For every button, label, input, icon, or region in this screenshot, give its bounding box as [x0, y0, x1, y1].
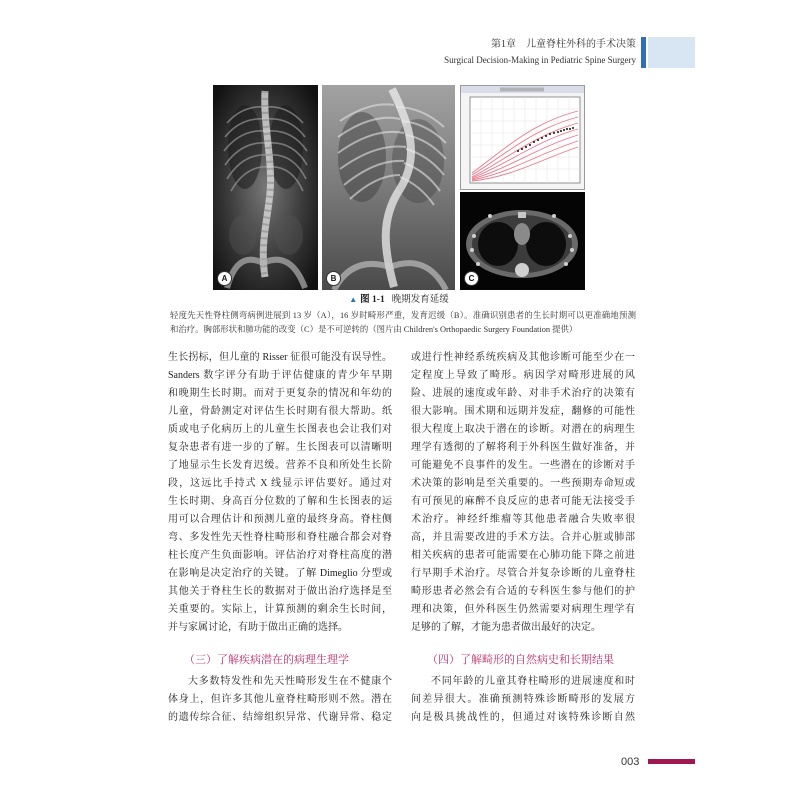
header-color-block [648, 37, 695, 68]
text-line: 高，并且需要改进的手术方法。合并心脏或肺部 [411, 532, 635, 543]
page-number: 003 [621, 756, 640, 768]
growth-chart-graphic [460, 85, 585, 190]
left-column [168, 349, 392, 727]
text-line: 术治疗。神经纤维瘤等其他患者融合失败率很 [411, 514, 635, 525]
text-line: 险、进展的速度或年龄、对非手术治疗的决策有 [411, 388, 635, 399]
text-line: Sanders 数字评分有助于评估健康的青少年早期 [168, 370, 392, 381]
text-line: 可能避免不良事件的发生。一些潜在的诊断对手 [411, 460, 635, 471]
xray-a-graphic [213, 85, 318, 290]
text-line: 柱长度产生负面影响。评估治疗对脊柱高度的潜 [168, 550, 392, 561]
paragraph [168, 673, 392, 727]
triangle-icon: ▲ [349, 295, 358, 304]
xray-image-b [322, 85, 455, 290]
text-line: 体身上，但许多其他儿童脊柱畸形则不然。潜在 [168, 694, 392, 705]
figure-caption [170, 309, 636, 337]
figure-title [213, 294, 585, 306]
paragraph [411, 673, 635, 727]
text-line: 段，这远比手持式 X 线显示评估要好。通过对 [168, 478, 392, 489]
text-line: 并与家属讨论，有助于做出正确的选择。 [168, 622, 348, 633]
text-line: 儿童，骨龄测定对评估生长时期有很大帮助。纸 [168, 406, 392, 417]
text-line: 和晚期生长时期。而对于更复杂的情况和年幼的 [168, 388, 392, 399]
panel-label-c: C [464, 271, 479, 286]
chest-ct-image-c [460, 192, 585, 290]
text-line: 间差异很大。准确预测特殊诊断畸形的发展方 [411, 694, 635, 705]
text-line: 或进行性神经系统疾病及其他诊断可能至少在一 [411, 352, 635, 363]
text-line: 复杂患者有进一步的了解。生长图表可以清晰明 [168, 442, 392, 453]
text-line: 定程度上导致了畸形。病因学对畸形进展的风 [411, 370, 635, 381]
running-header-chapter-cn: 第1章 儿童脊柱外科的手术决策 [491, 39, 636, 50]
panel-label-a: A [217, 271, 232, 286]
text-line: 其他关于脊柱生长的数据对于做出治疗选择是至 [168, 586, 392, 597]
header-accent-bar [641, 37, 646, 68]
figure-number: 图 1-1 [360, 295, 385, 305]
paragraph [411, 349, 635, 637]
paragraph [168, 349, 392, 637]
section-heading: （三）了解疾病潜在的病理生理学 [184, 654, 349, 666]
text-line: 了地显示生长发育迟缓。营养不良和所处生长阶 [168, 460, 392, 471]
section-heading: （四）了解畸形的自然病史和长期结果 [427, 654, 614, 666]
text-line: 很大影响。围术期和远期并发症，翻修的可能性 [411, 406, 635, 417]
text-line: 用可以合理估计和预测儿童的最终身高。脊柱侧 [168, 514, 392, 525]
growth-chart-image-c [460, 85, 585, 190]
text-line: 生长时期、身高百分位数的了解和生长图表的运 [168, 496, 392, 507]
right-column [411, 349, 635, 727]
text-line: 关重要的。实际上，计算预测的剩余生长时间， [168, 604, 392, 615]
text-line: 在影响是决定治疗的关键。了解 Dimeglio 分型或 [168, 568, 392, 579]
xray-b-graphic [322, 85, 455, 290]
figure-title-text: 晚期发育延缓 [391, 295, 449, 305]
figure-1-1 [213, 85, 585, 290]
panel-label-b: B [326, 271, 341, 286]
text-line: 行早期手术治疗。尽管合并复杂诊断的儿童脊柱 [411, 568, 635, 579]
text-line: 足够的了解，才能为患者做出最好的决定。 [411, 622, 601, 633]
text-line: 很大程度上取决于潜在的诊断。对潜在的病理生 [411, 424, 635, 435]
text-line: 向是极具挑战性的，但通过对该特殊诊断自然 [411, 712, 635, 723]
text-line: 大多数特发性和先天性畸形发生在不健康个 [188, 676, 392, 687]
running-header-chapter-en: Surgical Decision-Making in Pediatric Spine Surgery [444, 55, 636, 65]
text-line: 理学有透彻的了解将利于外科医生做好准备，并 [411, 442, 635, 453]
text-line: 质或电子化病历上的儿童生长图表也会让我们对 [168, 424, 392, 435]
xray-image-a [213, 85, 318, 290]
text-line: 有可预见的麻醉不良反应的患者可能无法接受手 [411, 496, 635, 507]
text-line: 生长拐标，但儿童的 Risser 征很可能没有误导性。 [168, 352, 392, 363]
text-line: 弯、多发性先天性脊柱畸形和脊柱融合都会对脊 [168, 532, 392, 543]
text-line: 理和决策，但外科医生仍然需要对病理生理学有 [411, 604, 635, 615]
caption-line: 轻度先天性脊柱侧弯病例进展到 13 岁（A），16 岁时畸形严重，发育迟缓（B）。准确识别患者的生长时期可以更准确地预测 [170, 311, 636, 320]
text-line: 术决策的影响是至关重要的。一些预期寿命短或 [411, 478, 635, 489]
text-line: 畸形患者必然会有合适的专科医生参与他们的护 [411, 586, 635, 597]
text-line: 不同年龄的儿童其脊柱畸形的进展速度和时 [431, 676, 635, 687]
caption-line: 和治疗。胸部形状和肺功能的改变（C）是不可逆转的（图片由 Children's Orthopaedic Surgery Foundation 提供） [170, 325, 578, 334]
page-number-bar [648, 759, 695, 764]
text-line: 的遗传综合征、结缔组织异常、代谢异常、稳定 [168, 712, 392, 723]
chest-ct-graphic [460, 192, 585, 290]
text-line: 相关疾病的患者可能需要在心肺功能下降之前进 [411, 550, 635, 561]
